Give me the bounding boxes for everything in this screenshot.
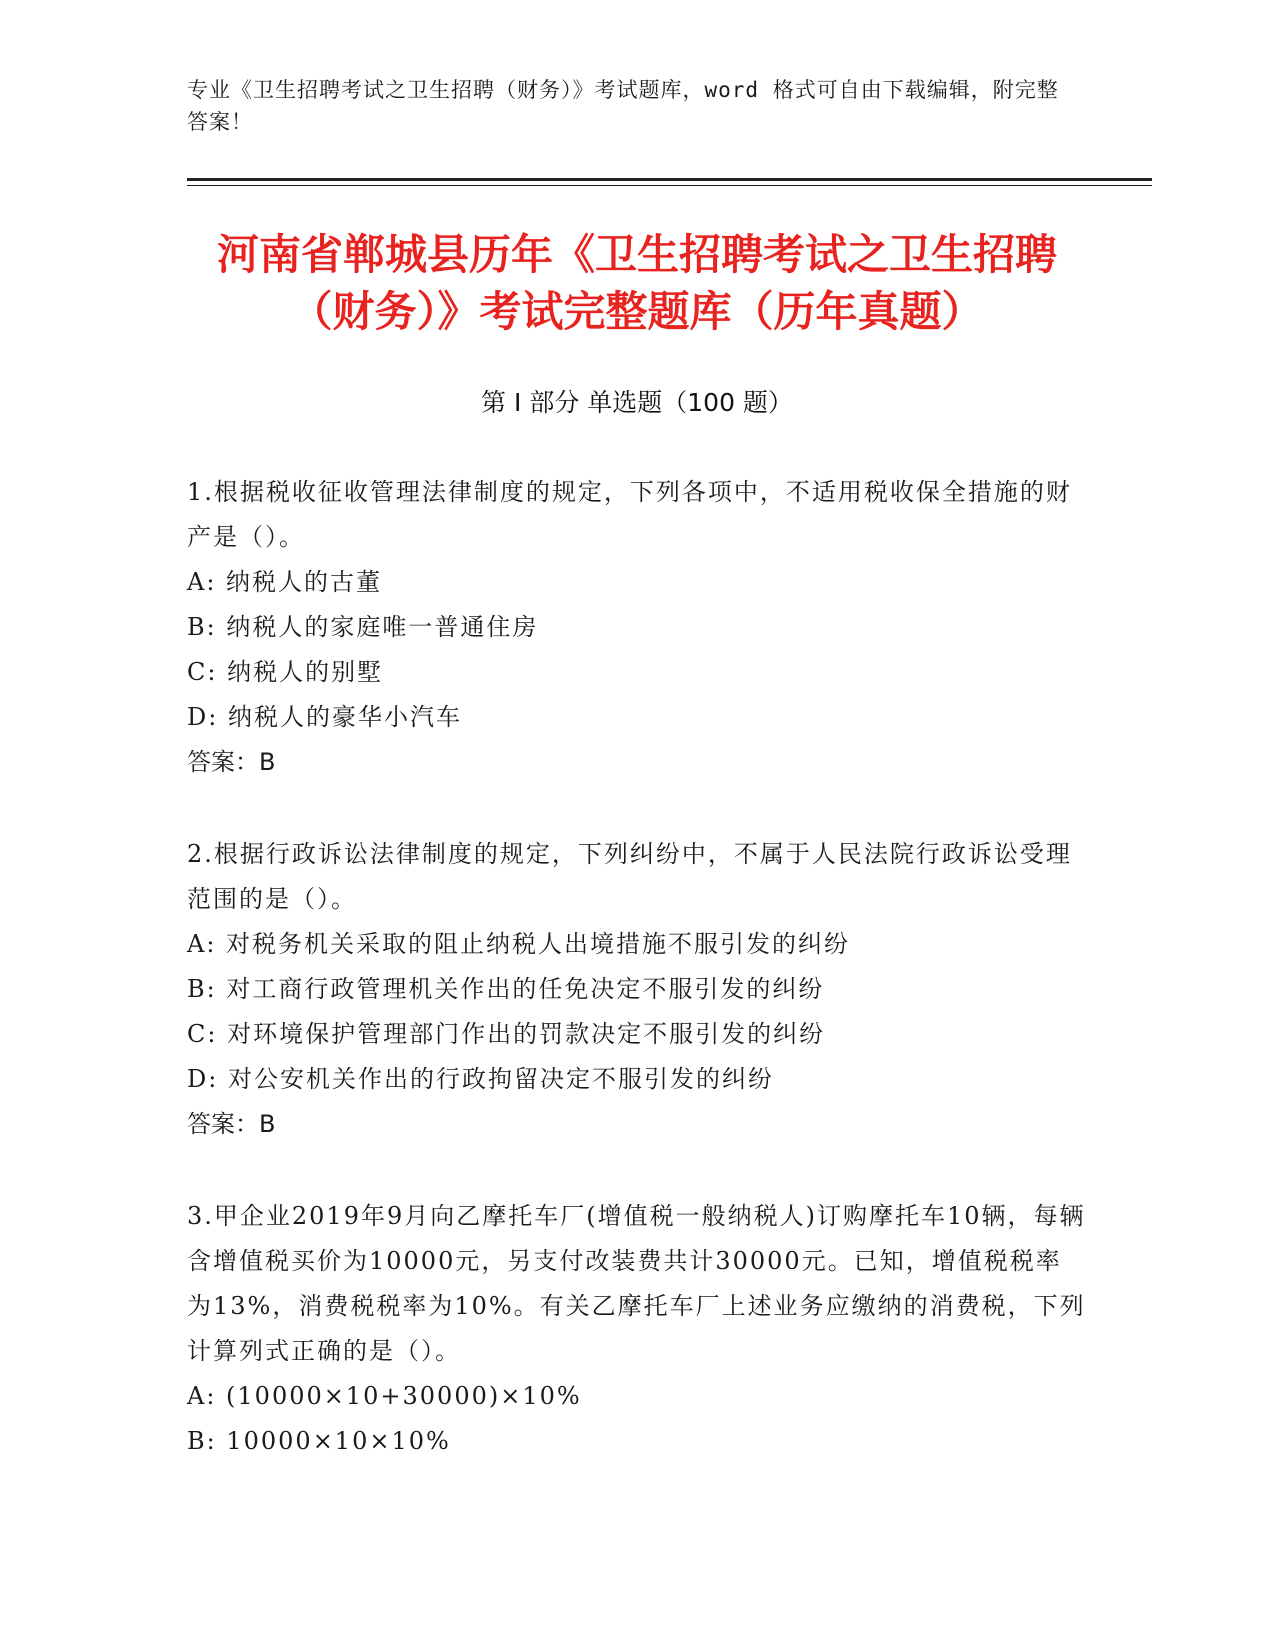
header-divider-thick — [187, 178, 1152, 181]
option-c: C: 对环境保护管理部门作出的罚款决定不服引发的纠纷 — [187, 1020, 826, 1048]
question-list — [187, 470, 1087, 1511]
option-c: C: 纳税人的别墅 — [187, 658, 384, 686]
question-3 — [187, 1194, 1087, 1464]
option-b: B: 10000×10×10% — [187, 1427, 451, 1455]
question-stem: 1.根据税收征收管理法律制度的规定，下列各项中，不适用税收保全措施的财产是（）。 — [187, 478, 1072, 551]
option-d: D: 纳税人的豪华小汽车 — [187, 703, 462, 731]
option-d: D: 对公安机关作出的行政拘留决定不服引发的纠纷 — [187, 1065, 774, 1093]
header-divider-thin — [187, 185, 1152, 186]
answer-line: 答案：B — [187, 748, 276, 776]
question-stem: 2.根据行政诉讼法律制度的规定，下列纠纷中，不属于人民法院行政诉讼受理范围的是（）。 — [187, 840, 1072, 913]
question-2 — [187, 832, 1087, 1147]
question-1 — [187, 470, 1087, 785]
option-b: B: 对工商行政管理机关作出的任免决定不服引发的纠纷 — [187, 975, 825, 1003]
header-note: 专业《卫生招聘考试之卫生招聘（财务）》考试题库，word 格式可自由下载编辑，附完整答案！ — [187, 78, 1059, 134]
answer-line: 答案：B — [187, 1110, 276, 1138]
question-stem: 3.甲企业2019年9月向乙摩托车厂(增值税一般纳税人)订购摩托车10辆，每辆含增值税买价为10000元，另支付改装费共计30000元。已知，增值税税率为13%，消费税税率为10%。有关乙摩托车厂上述业务应缴纳的消费税，下列计算列式正确的是（）。 — [187, 1202, 1086, 1365]
option-b: B: 纳税人的家庭唯一普通住房 — [187, 613, 539, 641]
option-a: A: 纳税人的古董 — [187, 568, 383, 596]
document-title: 河南省郸城县历年《卫生招聘考试之卫生招聘（财务）》考试完整题库（历年真题） — [216, 230, 1057, 336]
option-a: A: (10000×10+30000)×10% — [187, 1382, 582, 1410]
section-title: 第 I 部分 单选题（100 题） — [481, 388, 793, 417]
option-a: A: 对税务机关采取的阻止纳税人出境措施不服引发的纠纷 — [187, 930, 851, 958]
